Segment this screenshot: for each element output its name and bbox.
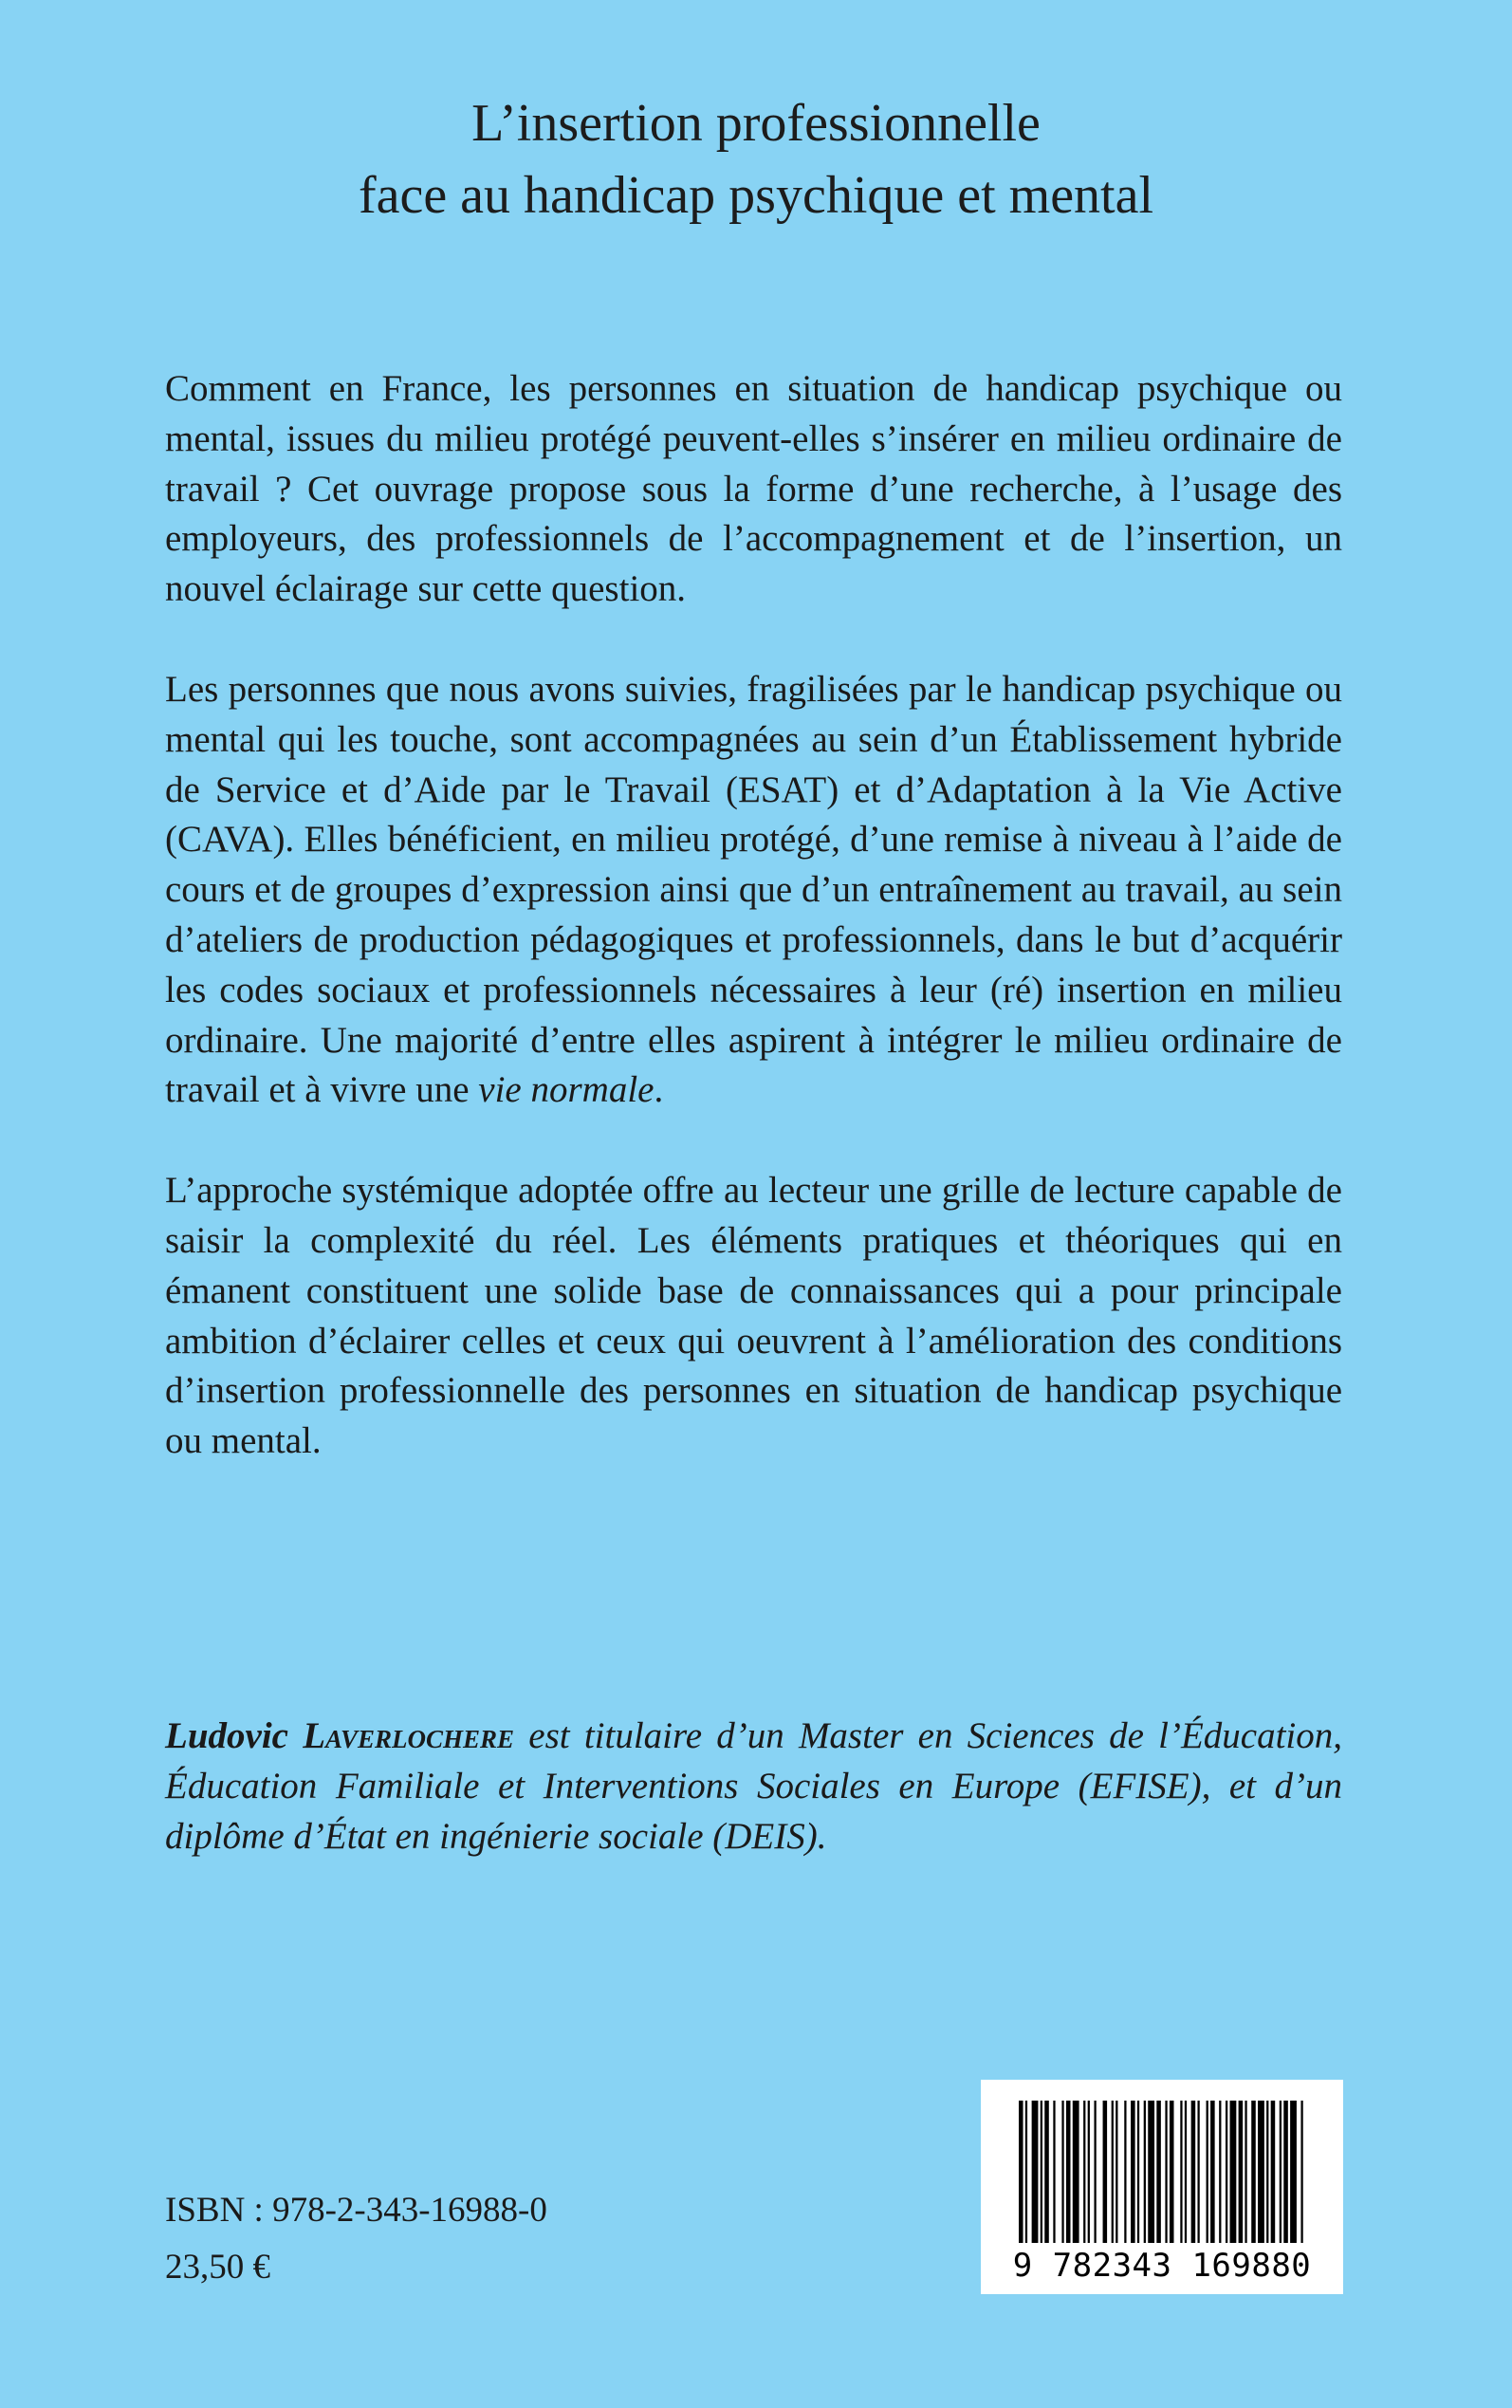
barcode-bar [1230,2101,1237,2243]
barcode-digits: 9 782343 169880 [1012,2247,1312,2285]
barcode-bar [1131,2101,1135,2243]
barcode-bar [1290,2101,1297,2243]
barcode-bar [1148,2101,1154,2243]
blurb-paragraph-1: Comment en France, les personnes en situation de handicap psychique ou mental, issues du milieu protégé peuvent-elles s’insérer en milieu ordinaire de travail ? Cet ouvrage propose sous la forme d’une recherche, à l’usage des employeurs, des professionnels de l’accompagnement et de l’insertion, un nouvel éclairage sur cette question. [165,368,1342,610]
barcode-bar [1025,2101,1027,2243]
barcode-bar [1094,2101,1096,2243]
barcode-bar [1041,2101,1042,2243]
barcode-bar [1266,2101,1268,2243]
book-title-line1: L’insertion professionnelle [471,94,1041,153]
barcode-bar [1219,2101,1221,2243]
barcode-bar [1137,2101,1139,2243]
barcode [981,2080,1343,2294]
barcode-bar [1191,2101,1196,2243]
barcode-bar [1116,2101,1117,2243]
barcode-bar [1170,2101,1174,2243]
barcode-bar [1210,2101,1215,2243]
barcode-bar [1239,2101,1244,2243]
barcode-bar [1180,2101,1182,2243]
barcode-bar [1066,2101,1071,2243]
blurb-paragraph-2-end: . [654,1069,664,1111]
barcode-bar [1207,2101,1208,2243]
barcode-bar [1032,2101,1039,2243]
barcode-bar [1124,2101,1126,2243]
author-bio [165,1712,1342,1862]
author-first-name: Ludovic [165,1715,288,1756]
barcode-bar [1144,2101,1146,2243]
isbn: ISBN : 978-2-343-16988-0 [165,2191,547,2230]
barcode-bar [1061,2101,1063,2243]
barcode-bar [1258,2101,1264,2243]
barcode-bar [1280,2101,1282,2243]
book-title [0,87,1512,232]
barcode-bar [1197,2101,1199,2243]
author-bio-text: est titulaire d’un Master en Sciences de l’Éducation, Éducation Familiale et Interventions Sociales en Europe (EFISE), et d’un diplôme d’État en ingénierie sociale (DEIS). [165,1715,1343,1857]
book-title-line2: face au handicap psychique et mental [358,166,1154,225]
barcode-bar [1112,2101,1114,2243]
barcode-bar [1185,2101,1187,2243]
price: 23,50 € [165,2248,270,2287]
barcode-bar [1300,2101,1302,2243]
barcode-bar [1245,2101,1246,2243]
barcode-bars [1019,2101,1305,2243]
barcode-bar [1103,2101,1108,2243]
barcode-bar [1088,2101,1090,2243]
barcode-bar [1226,2101,1227,2243]
barcode-bar [1053,2101,1055,2243]
barcode-bar [1073,2101,1079,2243]
barcode-bar [1251,2101,1256,2243]
barcode-bar [1019,2101,1023,2243]
barcode-bar [1165,2101,1167,2243]
author-last-name: Laverlochere [303,1715,515,1756]
barcode-bar [1083,2101,1085,2243]
barcode-bar [1156,2101,1161,2243]
barcode-bar [1271,2101,1276,2243]
blurb [165,364,1342,1467]
barcode-bar [1283,2101,1288,2243]
barcode-bar [1044,2101,1049,2243]
blurb-paragraph-2-italic: vie normale [478,1069,655,1111]
blurb-paragraph-2-text: Les personnes que nous avons suivies, fragilisées par le handicap psychique ou mental qui les touche, sont accompagnées au sein d’un Établissement hybride de Service et d’Aide par le Travail (ESAT) et d’Adaptation à la Vie Active (CAVA). Elles bénéficient, en milieu protégé, d’une remise à niveau à l’aide de cours et de groupes d’expression ainsi que d’un entraînement au travail, au sein d’ateliers de production pédagogiques et professionnels, dans le but d’acquérir les codes sociaux et professionnels nécessaires à leur (ré) insertion en milieu ordinaire. Une majorité d’entre elles aspirent à intégrer le milieu ordinaire de travail et à vivre une [165,668,1342,1111]
blurb-paragraph-3: L’approche systémique adoptée offre au lecteur une grille de lecture capable de saisir la complexité du réel. Les éléments pratiques et théoriques qui en émanent constituent une solide base de connaissances qui a pour principale ambition d’éclairer celles et ceux qui oeuvrent à l’amélioration des conditions d’insertion professionnelle des personnes en situation de handicap psychique ou mental. [165,1170,1342,1462]
blurb-paragraph-2 [165,665,1342,1116]
